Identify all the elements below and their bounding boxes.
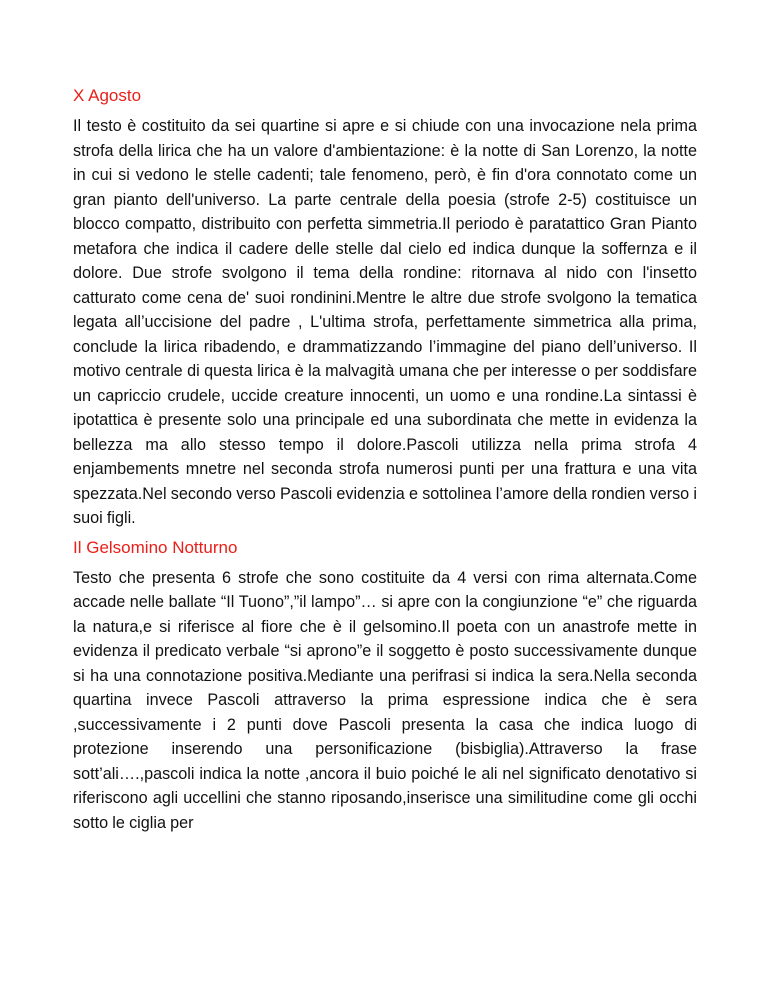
section-title-gelsomino-notturno: Il Gelsomino Notturno [73,537,238,557]
document-page [73,84,697,840]
section-body-gelsomino-notturno: Testo che presenta 6 strofe che sono costituite da 4 versi con rima alternata.Come accade nelle ballate “Il Tuono”,”il lampo”… si apre con la congiunzione “e” che riguarda la natura,e si riferisce al fiore che è il gelsomino.Il poeta con un anastrofe mette in evidenza il predicato verbale “si aprono”e il soggetto è posto successivamente dunque si ha una connotazione positiva.Mediante una perifrasi si indica la sera.Nella seconda quartina invece Pascoli attraverso la prima espressione indica che è sera ,successivamente i 2 punti dove Pascoli presenta la casa che indica luogo di protezione inserendo una personificazione (bisbiglia).Attraverso la frase sott’ali….,pascoli indica la notte ,ancora il buio poiché le ali nel significato denotativo si riferiscono agli uccellini che stanno riposando,inserisce una similitudine come gli occhi sotto le ciglia per [73,568,697,832]
section-title-x-agosto: X Agosto [73,86,142,105]
section-body-x-agosto: Il testo è costituito da sei quartine si apre e si chiude con una invocazione nela prima strofa della lirica che ha un valore d'ambientazione: è la notte di San Lorenzo, la notte in cui si vedono le stelle cadenti; tale fenomeno, però, è fin d'ora connotato come un gran pianto dell'universo. La parte centrale della poesia (strofe 2-5) costituisce un blocco compatto, distribuito con perfetta simmetria.Il periodo è paratattico Gran Pianto metafora che indica il cadere delle stelle dal cielo ed indica dunque la soffernza e il dolore. Due strofe svolgono il tema della rondine: ritornava al nido con l'insetto catturato come cena de' suoi rondinini.Mentre le altre due strofe svolgono la tematica legata all’uccisione del padre , L'ultima strofa, perfettamente simmetrica alla prima, conclude la lirica ribadendo, e drammatizzando l’immagine del piano dell’universo. Il motivo centrale di questa lirica è la malvagità umana che per interesse o per soddisfare un capriccio crudele, uccide creature innocenti, un uomo e una rondine.La sintassi è ipotattica è presente solo una principale ed una subordinata che mette in evidenza la bellezza ma allo stesso tempo il dolore.Pascoli utilizza nella prima strofa 4 enjambements mnetre nel seconda strofa numerosi punti per una frattura e una vita spezzata.Nel secondo verso Pascoli evidenzia e sottolinea l’amore della rondien verso i suoi figli. [73,117,697,527]
